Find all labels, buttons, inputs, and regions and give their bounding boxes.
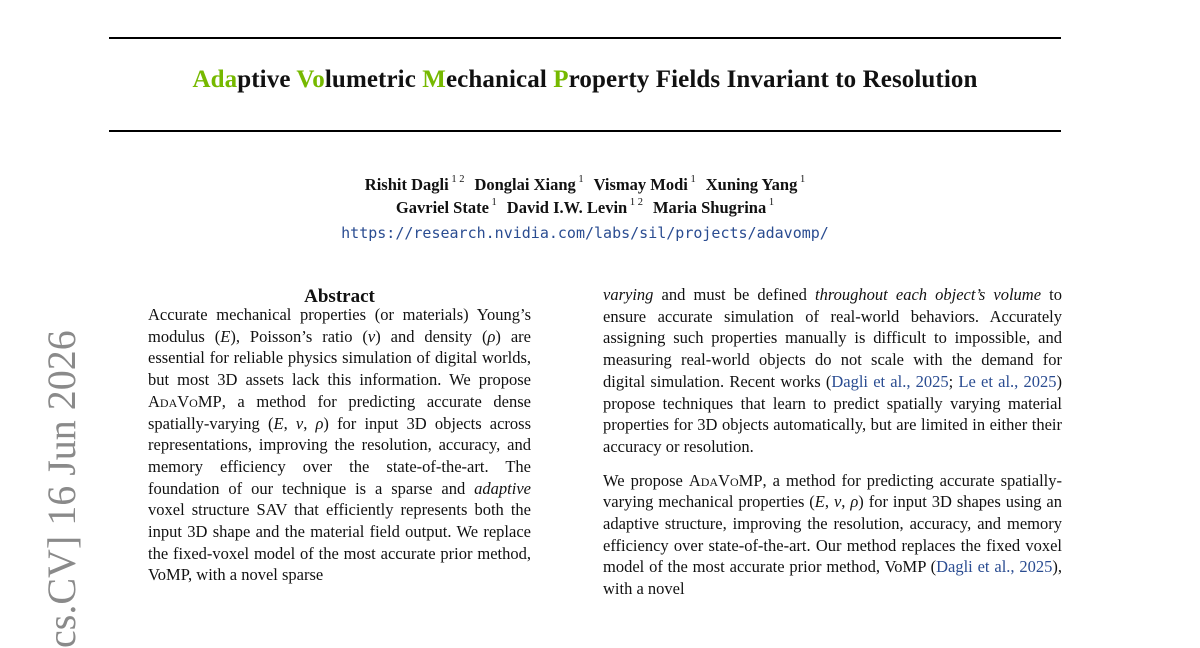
bottom-rule: [109, 130, 1061, 132]
body-text: ,: [824, 492, 834, 512]
title-text: lumetric: [324, 66, 423, 93]
body-text: to ensure accurate simulation of real-world behaviors. Accurately assigning such properties manually is difficult to impossible, and measuring real-world objects do not scale with the demand for digital simulation. Recent works (: [603, 285, 1062, 391]
body-text: Accurate mechanical properties (or materials) Young’s modulus (: [148, 305, 531, 346]
author: [365, 175, 465, 194]
author-affiliation: 1: [766, 196, 775, 208]
citation-link[interactable]: Le et al., 2025: [958, 371, 1057, 391]
author-list-line-1: [0, 175, 1170, 195]
author-name: Gavriel State: [395, 198, 489, 217]
body-text: ) are essential for reliable physics simulation of digital worlds, but most 3D assets lack this information. We propose: [148, 326, 531, 390]
author-name: Maria Shugrina: [652, 198, 767, 217]
author-list-line-2: [0, 198, 1170, 218]
italic-text: E: [273, 413, 284, 433]
body-text: ) and density (: [375, 326, 488, 346]
italic-text: ρ: [850, 492, 859, 512]
title-highlight: Vo: [296, 66, 325, 93]
body-text: and must be defined: [653, 285, 816, 304]
title-text: ptive: [237, 66, 297, 93]
author: [474, 175, 583, 194]
italic-text: varying: [603, 285, 654, 304]
intro-paragraph-2: [603, 470, 1062, 600]
body-text: ) for input 3D objects across representations, improving the resolution, accuracy, and memory efficiency over the state-of-the-art. The foundation of our technique is a sparse and: [148, 413, 532, 498]
body-text: ), Poisson’s ratio (: [230, 326, 368, 346]
body-text: ) propose techniques that learn to predict spatially varying material properties for 3D objects automatically, but are limited in either their accuracy or resolution.: [603, 371, 1062, 456]
abstract-heading: Abstract: [304, 286, 375, 307]
author-name: Rishit Dagli: [364, 175, 449, 194]
citation-link[interactable]: Dagli et al., 2025: [831, 371, 949, 391]
body-text: , a method for predicting accurate dense spatially-varying (: [148, 391, 531, 433]
author-affiliation: 1: [687, 173, 696, 185]
italic-text: E: [814, 492, 825, 512]
italic-text: ν: [295, 413, 304, 433]
author-affiliation: 1 2: [448, 173, 465, 185]
italic-text: adaptive: [474, 478, 531, 498]
author-name: David I.W. Levin: [506, 198, 628, 217]
italic-text: ν: [367, 326, 376, 346]
author-name: Donglai Xiang: [474, 175, 576, 194]
body-text: We propose: [603, 470, 689, 490]
author-affiliation: 1: [488, 196, 497, 208]
italic-text: ν: [833, 492, 842, 512]
body-text: ,: [303, 413, 316, 433]
author-name: Vismay Modi: [593, 175, 688, 194]
abstract-text: [148, 304, 531, 586]
author-affiliation: 1: [797, 173, 806, 185]
project-url-link[interactable]: https://research.nvidia.com/labs/sil/projects/adavomp/: [341, 224, 829, 242]
author: [594, 175, 696, 194]
author: [396, 198, 497, 217]
method-name: AdaVoMP: [688, 470, 763, 490]
author: [653, 198, 774, 217]
body-text: ,: [841, 492, 851, 512]
introduction-text: [603, 284, 1062, 600]
body-text: ) for input 3D shapes using an adaptive structure, improving the resolution, accuracy, and memory efficiency over state-of-the-art. Our method replaces the fixed voxel model of the most accurate prior method, VoMP (: [603, 492, 1063, 577]
abstract-paragraph: [148, 304, 531, 586]
title-text: roperty Fields Invariant to Resolution: [568, 66, 978, 93]
intro-paragraph-1: [603, 284, 1062, 458]
author-affiliation: 1: [575, 173, 584, 185]
title-highlight: Ada: [192, 66, 238, 93]
title-text: echanical: [445, 66, 554, 93]
author-name: Xuning Yang: [705, 175, 798, 194]
italic-text: throughout each object’s volume: [815, 285, 1042, 304]
author-affiliation: 1 2: [627, 196, 643, 208]
title-highlight: M: [422, 66, 446, 93]
top-rule: [109, 37, 1061, 39]
body-text: ,: [283, 413, 296, 433]
citation-link[interactable]: Dagli et al., 2025: [936, 557, 1053, 577]
author: [507, 198, 643, 217]
title-highlight: P: [553, 66, 569, 93]
method-name: AdaVoMP: [148, 391, 222, 411]
body-text: voxel structure SAV that efficiently represents both the input 3D shape and the material field output. We replace the fixed-voxel model of the most accurate prior method, VoMP, with a novel sparse: [148, 500, 531, 585]
body-text: , a method for predicting accurate spatially-varying mechanical properties (: [603, 470, 1062, 512]
arxiv-stamp: cs.CV] 16 Jun 2026: [39, 330, 84, 648]
body-text: ;: [948, 371, 959, 391]
author: [706, 175, 805, 194]
italic-text: E: [220, 326, 231, 346]
paper-title: [0, 66, 1170, 94]
italic-text: ρ: [315, 413, 324, 433]
body-text: ), with a novel: [603, 557, 1062, 599]
italic-text: ρ: [487, 326, 496, 346]
